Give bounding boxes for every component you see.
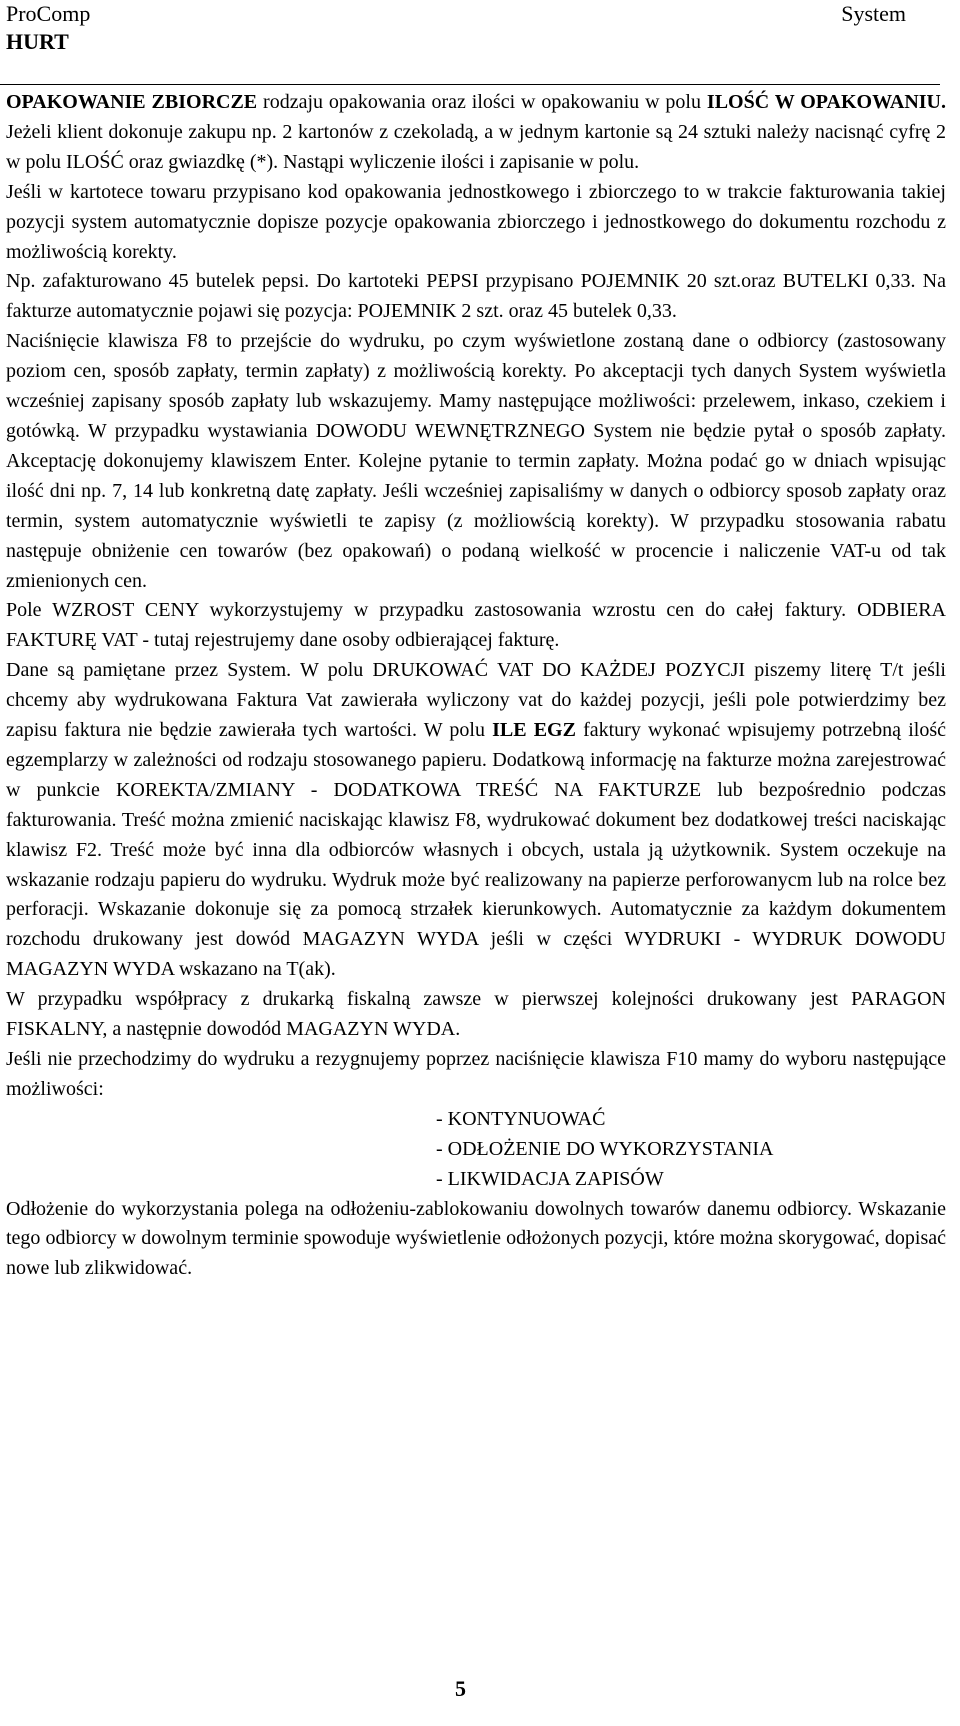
header-row (6, 0, 946, 28)
paragraph-text: faktury wykonać wpisujemy potrzebną ilość egzemplarzy w zależności od rodzaju stosowanego papieru. Dodatkową informację na fakturze można zarejestrować w punkcie KOREKTA/ZMIANY - DODATKOWA TREŚĆ NA FAKTURZE lub bezpośrednio podczas fakturowania. Treść można zmienić naciskając klawisz F8, wydrukować dokument bez dodatkowej treści naciskając klawisz F2. Treść może być inna dla odbiorców własnych i obcych, ustala ją użytkownik. System oczekuje na wskazanie rodzaju papieru do wydruku. Wydruk może być realizowany na papierze perforowanycm lub na rolce bez perforacji. Wskazanie dokonuje się za pomocą strzałek kierunkowych. Automatycznie za każdym dokumentem rozchodu drukowany jest dowód MAGAZYN WYDA jeśli w części WYDRUKI - WYDRUK DOWODU MAGAZYN WYDA wskazano na T(ak). (6, 719, 946, 981)
bold-term: ILOŚĆ W OPAKOWANIU. (706, 91, 946, 113)
closing-paragraph: Odłożenie do wykorzystania polega na odłożeniu-zablokowaniu dowolnych towarów danemu odbiorcy. Wskazanie tego odbiorcy w dowolnym terminie spowoduje wyświetlenie odłożonych pozycji, które można skorygować, dopisać nowe lub zlikwidować. (6, 1197, 946, 1280)
paragraph-text: Np. zafakturowano 45 butelek pepsi. Do kartoteki PEPSI przypisano POJEMNIK 20 szt.oraz BUTELKI 0,33. Na fakturze automatycznie pojawi się pozycja: POJEMNIK 2 szt. oraz 45 butelek 0,33. (6, 270, 946, 323)
paragraph (6, 178, 946, 268)
page-header (6, 0, 946, 56)
paragraph (6, 596, 946, 656)
paragraph (6, 267, 946, 327)
header-divider (0, 84, 940, 85)
paragraph-text: Pole WZROST CENY wykorzystujemy w przypadku zastosowania wzrostu cen do całej faktury. ODBIERA FAKTURĘ VAT - tutaj rejestrujemy dane osoby odbierającej fakturę. (6, 599, 946, 652)
paragraph-text: W przypadku współpracy z drukarką fiskalną zawsze w pierwszej kolejności drukowany jest PARAGON FISKALNY, a następnie dowodód MAGAZYN WYDA. (6, 988, 946, 1041)
bold-term: OPAKOWANIE ZBIORCZE (6, 91, 258, 113)
paragraph (6, 327, 946, 596)
document-body (6, 88, 946, 1284)
paragraph-text: Jeżeli klient dokonuje zakupu np. 2 kartonów z czekoladą, a w jednym kartonie są 24 sztuki należy nacisnąć cyfrę 2 w polu ILOŚĆ oraz gwiazdkę (*). Nastąpi wyliczenie ilości i zapisanie w polu. (6, 120, 946, 173)
paragraph-text: Jeśli w kartotece towaru przypisano kod opakowania jednostkowego i zbiorczego to w trakcie fakturowania takiej pozycji system automatycznie dopisze pozycje opakowania zbiorczego i jednostkowego do dokumentu rozchodu z możliwością korekty. (6, 180, 946, 263)
option-item: - KONTYNUOWAĆ (436, 1107, 606, 1130)
paragraph-text: Jeśli nie przechodzimy do wydruku a rezygnujemy poprzez naciśnięcie klawisza F10 mamy do wyboru następujące możliwości: (6, 1048, 946, 1100)
page-number: 5 (455, 1676, 466, 1701)
header-system: System (841, 1, 906, 26)
paragraph-text: Naciśnięcie klawisza F8 to przejście do wydruku, po czym wyświetlone zostaną dane o odbiorcy (zastosowany poziom cen, sposób zapłaty, termin zapłaty) z możliwością korekty. Po akceptacji tych danych System wyświetla wcześniej zapisany sposób zapłaty lub wskazujemy. Mamy następujące możliwości: przelewem, inkaso, czekiem i gotówką. W przypadku wystawiania DOWODU WEWNĘTRZNEGO System nie będzie pytał o sposób zapłaty. Akceptację dokonujemy klawiszem Enter. Kolejne pytanie to termin zapłaty. Można podać go w dniach wpisując ilość dni np. 7, 14 lub konkretną datę zapłaty. Jeśli wcześniej zapisaliśmy w danych o odbiorcy sposob zapłaty oraz termin, system automatycznie wyświetli te zapisy (z możliowścią korekty). W przypadku stosowania rabatu następuje obniżenie cen towarów (bez opakowań) o podaną wielkość w procencie i naliczenie VAT-u od tak zmienionych cen. (6, 330, 946, 592)
paragraph-text: Dane są pamiętane przez System. W polu DRUKOWAĆ VAT DO KAŻDEJ POZYCJI piszemy literę T/t jeśli chcemy aby wydrukowana Faktura Vat zawierała wyliczony vat do każdej pozycji, jeśli pole potwierdzimy bez zapisu faktura nie będzie zawierała tych wartości. W polu (6, 659, 946, 742)
option-item: - LIKWIDACJA ZAPISÓW (436, 1167, 664, 1190)
header-company: ProComp (6, 1, 91, 26)
bold-term: ILE EGZ (492, 719, 576, 742)
paragraph (6, 985, 946, 1045)
paragraph (6, 88, 946, 178)
option-item: - ODŁOŻENIE DO WYKORZYSTANIA (436, 1137, 774, 1160)
paragraph (6, 1045, 946, 1105)
header-product: HURT (6, 29, 69, 54)
options-list (436, 1105, 946, 1195)
paragraph (6, 656, 946, 985)
paragraphs (6, 88, 946, 1105)
paragraph-text: rodzaju opakowania oraz ilości w opakowaniu w polu (257, 91, 707, 113)
